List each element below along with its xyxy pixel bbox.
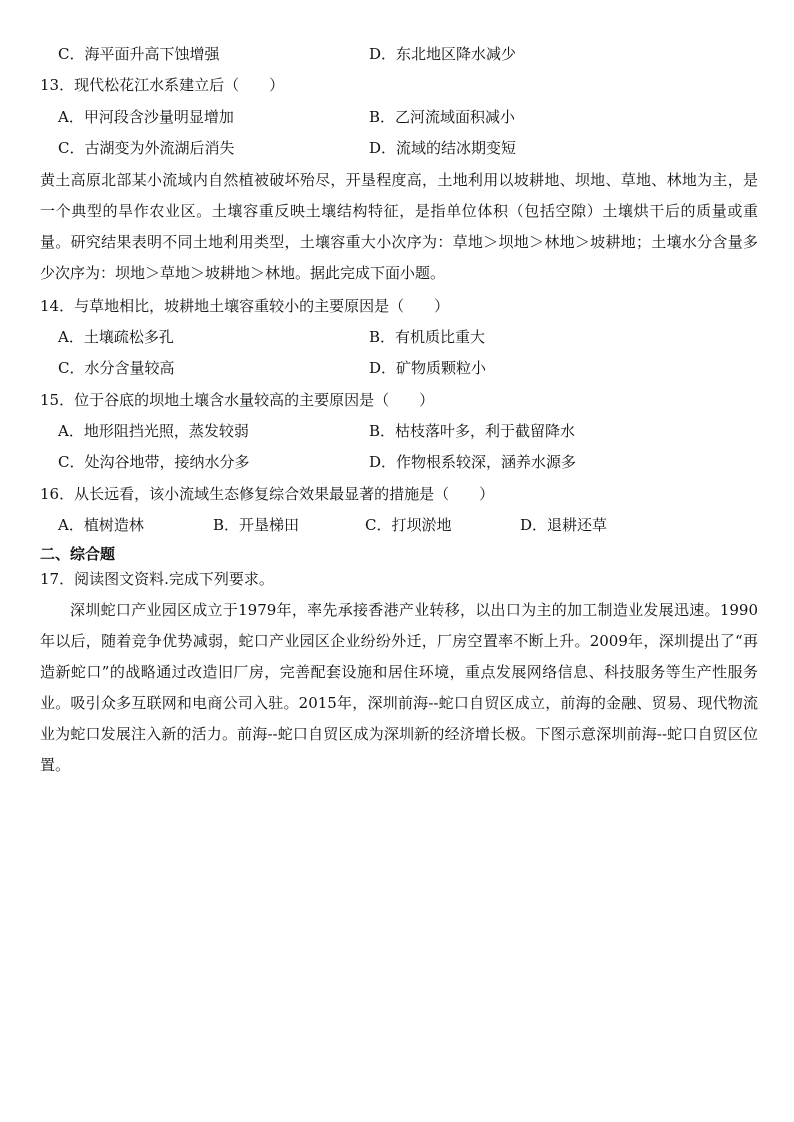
q15-option-b: B．枯枝落叶多，利于截留降水 — [369, 422, 576, 440]
q16-option-c: C．打坝淤地 — [365, 516, 452, 534]
q13-option-d: D．流域的结冰期变短 — [369, 139, 517, 157]
q12-option-c: C．海平面升高下蚀增强 — [58, 45, 220, 63]
q13-option-c: C．古湖变为外流湖后消失 — [58, 139, 235, 157]
q15-option-d: D．作物根系较深，涵养水源多 — [369, 453, 577, 471]
q17-passage: 深圳蛇口产业园区成立于1979年，率先承接香港产业转移，以出口为主的加工制造业发展迅速。1990年以后，随着竞争优势减弱，蛇口产业园区企业纷纷外迁，厂房空置率不断上升。2009年，深圳提出了“再造新蛇口”的战略通过改造旧厂房，完善配套设施和居住环境，重点发展网络信息、科技服务等生产性服务业。吸引众多互联网和电商公司入驻。2015年，深圳前海--蛇口自贸区成立，前海的金融、贸易、现代物流业为蛇口发展注入新的活力。前海--蛇口自贸区成为深圳新的经济增长极。下图示意深圳前海--蛇口自贸区位置。 — [40, 601, 758, 774]
q13-option-a: A．甲河段含沙量明显增加 — [58, 108, 234, 126]
section-title: 二、综合题 — [40, 545, 116, 563]
q14-option-a: A．土壤疏松多孔 — [58, 328, 174, 346]
q16-option-a: A．植树造林 — [58, 516, 144, 534]
q16-stem: 16．从长远看，该小流域生态修复综合效果最显著的措施是（ ） — [40, 485, 495, 503]
q13-option-b: B．乙河流域面积减小 — [369, 108, 516, 126]
q14-stem: 14．与草地相比，坡耕地土壤容重较小的主要原因是（ ） — [40, 297, 450, 315]
q17-stem: 17．阅读图文资料.完成下列要求。 — [40, 570, 274, 588]
q13-stem: 13．现代松花江水系建立后（ ） — [40, 76, 285, 94]
q14-option-b: B．有机质比重大 — [369, 328, 486, 346]
intro-passage: 黄土高原北部某小流域内自然植被破坏殆尽，开垦程度高，土地利用以坡耕地、坝地、草地、林地为主，是一个典型的旱作农业区。土壤容重反映土壤结构特征，是指单位体积（包括空隙）土壤烘干后的质量或重量。研究结果表明不同土地利用类型，土壤容重大小次序为：草地＞坝地＞林地＞坡耕地；土壤水分含量多少次序为：坝地＞草地＞坡耕地＞林地。据此完成下面小题。 — [40, 171, 758, 282]
q14-option-d: D．矿物质颗粒小 — [369, 359, 487, 377]
q12-option-d: D．东北地区降水减少 — [369, 45, 517, 63]
q15-stem: 15．位于谷底的坝地土壤含水量较高的主要原因是（ ） — [40, 391, 435, 409]
q14-option-c: C．水分含量较高 — [58, 359, 175, 377]
q15-option-a: A．地形阻挡光照，蒸发较弱 — [58, 422, 249, 440]
q16-option-d: D．退耕还草 — [520, 516, 608, 534]
q16-option-b: B．开垦梯田 — [213, 516, 300, 534]
q15-option-c: C．处沟谷地带，接纳水分多 — [58, 453, 250, 471]
